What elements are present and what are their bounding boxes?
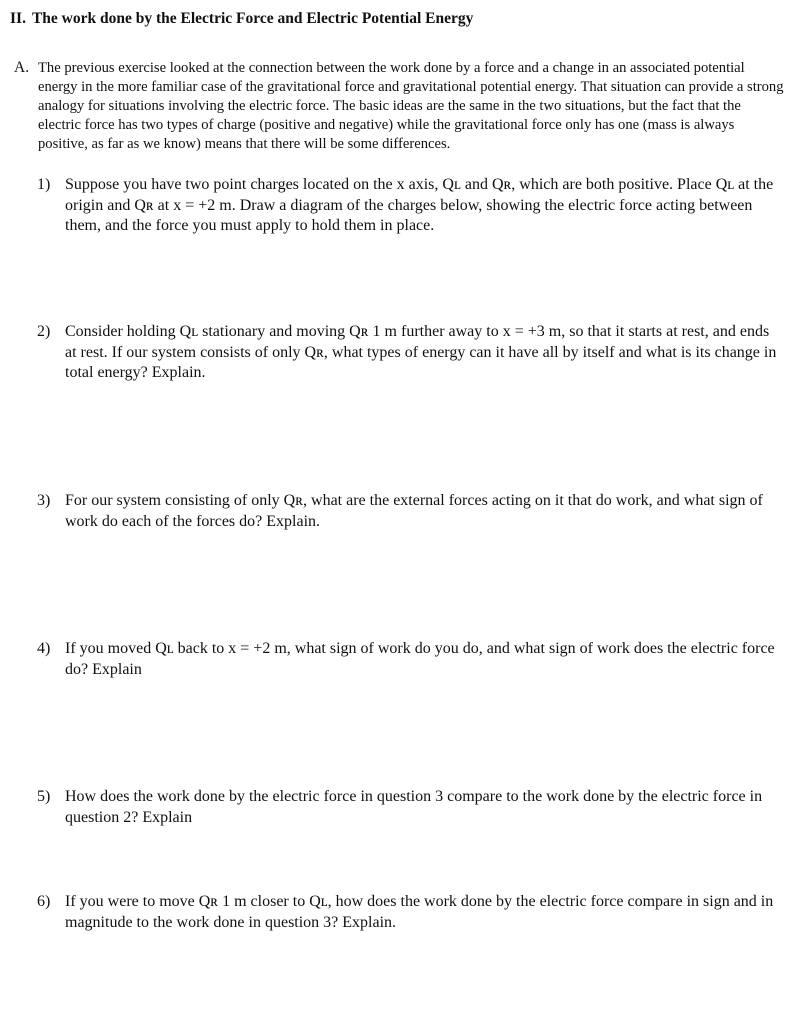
question-number: 6) — [37, 893, 51, 910]
question-2 — [37, 322, 779, 384]
question-1 — [37, 175, 779, 237]
question-number: 2) — [37, 323, 51, 340]
section-marker: A. — [14, 59, 30, 76]
question-number: 4) — [37, 640, 51, 657]
question-5 — [37, 787, 779, 828]
question-4 — [37, 639, 779, 680]
question-number: 5) — [37, 788, 51, 805]
question-text: Consider holding Qʟ stationary and moving Qʀ 1 m further away to x = +3 m, so that it starts at rest, and ends at rest. If our system consists of only Qʀ, what types of energy can it have all by itself and what is its change in total energy? Explain. — [65, 323, 777, 381]
question-text: If you were to move Qʀ 1 m closer to Qʟ, how does the work done by the electric force compare in sign and in magnitude to the work done in question 3? Explain. — [65, 893, 774, 931]
question-number: 1) — [37, 176, 51, 193]
question-number: 3) — [37, 492, 51, 509]
section-heading — [10, 10, 473, 28]
question-text: For our system consisting of only Qʀ, what are the external forces acting on it that do work, and what sign of work do each of the forces do? Explain. — [65, 492, 763, 530]
question-text: How does the work done by the electric force in question 3 compare to the work done by the electric force in question 2? Explain — [65, 788, 763, 826]
heading-number: II. — [10, 10, 26, 27]
section-intro: The previous exercise looked at the connection between the work done by a force and a change in an associated potential energy in the more familiar case of the gravitational force and gravitational potential energy. That situation can provide a strong analogy for situations involving the electric force. The basic ideas are the same in the two situations, but the fact that the electric force has two types of charge (positive and negative) while the gravitational force only has one (mass is always positive, as far as we know) means that there will be some differences. — [38, 60, 784, 152]
heading-title: The work done by the Electric Force and Electric Potential Energy — [31, 10, 474, 27]
question-text: If you moved Qʟ back to x = +2 m, what sign of work do you do, and what sign of work does the electric force do? Explain — [65, 640, 775, 678]
section-a — [14, 59, 784, 154]
question-6 — [37, 892, 779, 933]
question-3 — [37, 491, 779, 532]
question-text: Suppose you have two point charges located on the x axis, Qʟ and Qʀ, which are both positive. Place Qʟ at the origin and Qʀ at x = +2 m. Draw a diagram of the charges below, showing the electric force acting between them, and the force you must apply to hold them in place. — [65, 176, 774, 234]
